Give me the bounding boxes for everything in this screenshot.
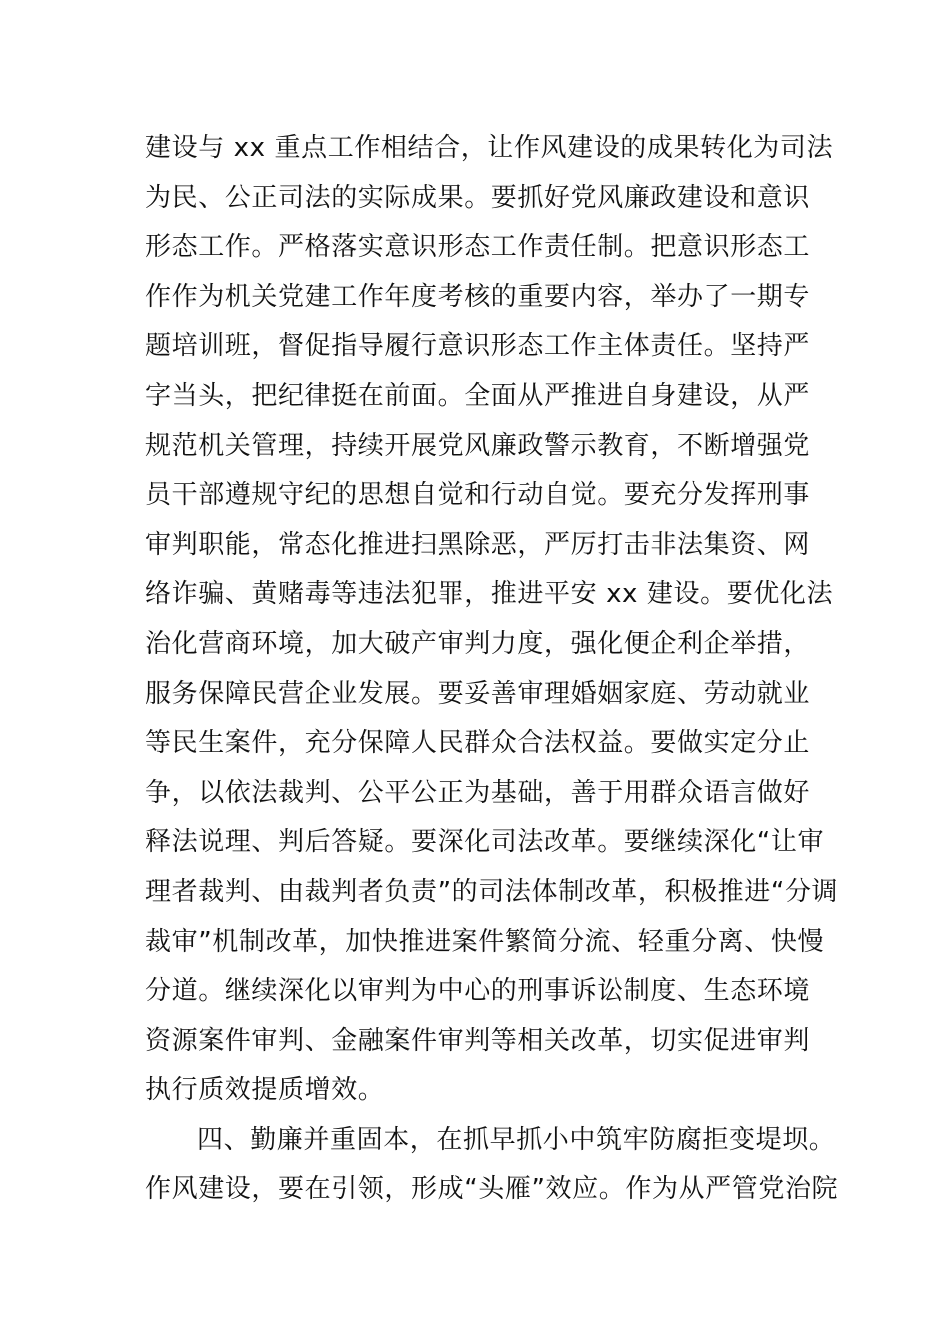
- section-heading-line: 四、勤廉并重固本，在抓早抓小中筑牢防腐拒变堤坝。: [197, 1124, 836, 1155]
- body-text: [145, 124, 865, 1215]
- text-line: 形态工作。严格落实意识形态工作责任制。把意识形态工: [145, 232, 811, 263]
- text-line: 分道。继续深化以审判为中心的刑事诉讼制度、生态环境: [145, 976, 811, 1007]
- text-line: 释法说理、判后答疑。要深化司法改革。要继续深化“让审: [145, 827, 825, 858]
- text-line: 理者裁判、由裁判者负责”的司法体制改革，积极推进“分调: [145, 876, 839, 907]
- text-line: 规范机关管理，持续开展党风廉政警示教育，不断增强党: [145, 430, 811, 461]
- text-line: 员干部遵规守纪的思想自觉和行动自觉。要充分发挥刑事: [145, 480, 811, 511]
- text-line: 执行质效提质增效。: [145, 1075, 385, 1106]
- text-line: 资源案件审判、金融案件审判等相关改革，切实促进审判: [145, 1025, 811, 1056]
- text-line: 审判职能，常态化推进扫黑除恶，严厉打击非法集资、网: [145, 529, 811, 560]
- text-line: 建设与 xx 重点工作相结合，让作风建设的成果转化为司法: [145, 133, 834, 163]
- text-line: 裁审”机制改革，加快推进案件繁简分流、轻重分离、快慢: [145, 926, 825, 957]
- text-line: 治化营商环境，加大破产审判力度，强化便企利企举措，: [145, 628, 811, 659]
- text-line: 服务保障民营企业发展。要妥善审理婚姻家庭、劳动就业: [145, 678, 811, 709]
- text-line: 络诈骗、黄赌毒等违法犯罪，推进平安 xx 建设。要优化法: [145, 579, 834, 610]
- text-line: 题培训班，督促指导履行意识形态工作主体责任。坚持严: [145, 331, 811, 362]
- text-line: 作作为机关党建工作年度考核的重要内容，举办了一期专: [145, 281, 811, 312]
- text-line: 为民、公正司法的实际成果。要抓好党风廉政建设和意识: [145, 182, 811, 213]
- text-line: 等民生案件，充分保障人民群众合法权益。要做实定分止: [145, 728, 811, 759]
- text-line: 字当头，把纪律挺在前面。全面从严推进自身建设，从严: [145, 380, 811, 411]
- text-line: 作风建设，要在引领，形成“头雁”效应。作为从严管党治院: [145, 1174, 839, 1205]
- text-line: 争，以依法裁判、公平公正为基础，善于用群众语言做好: [145, 777, 811, 808]
